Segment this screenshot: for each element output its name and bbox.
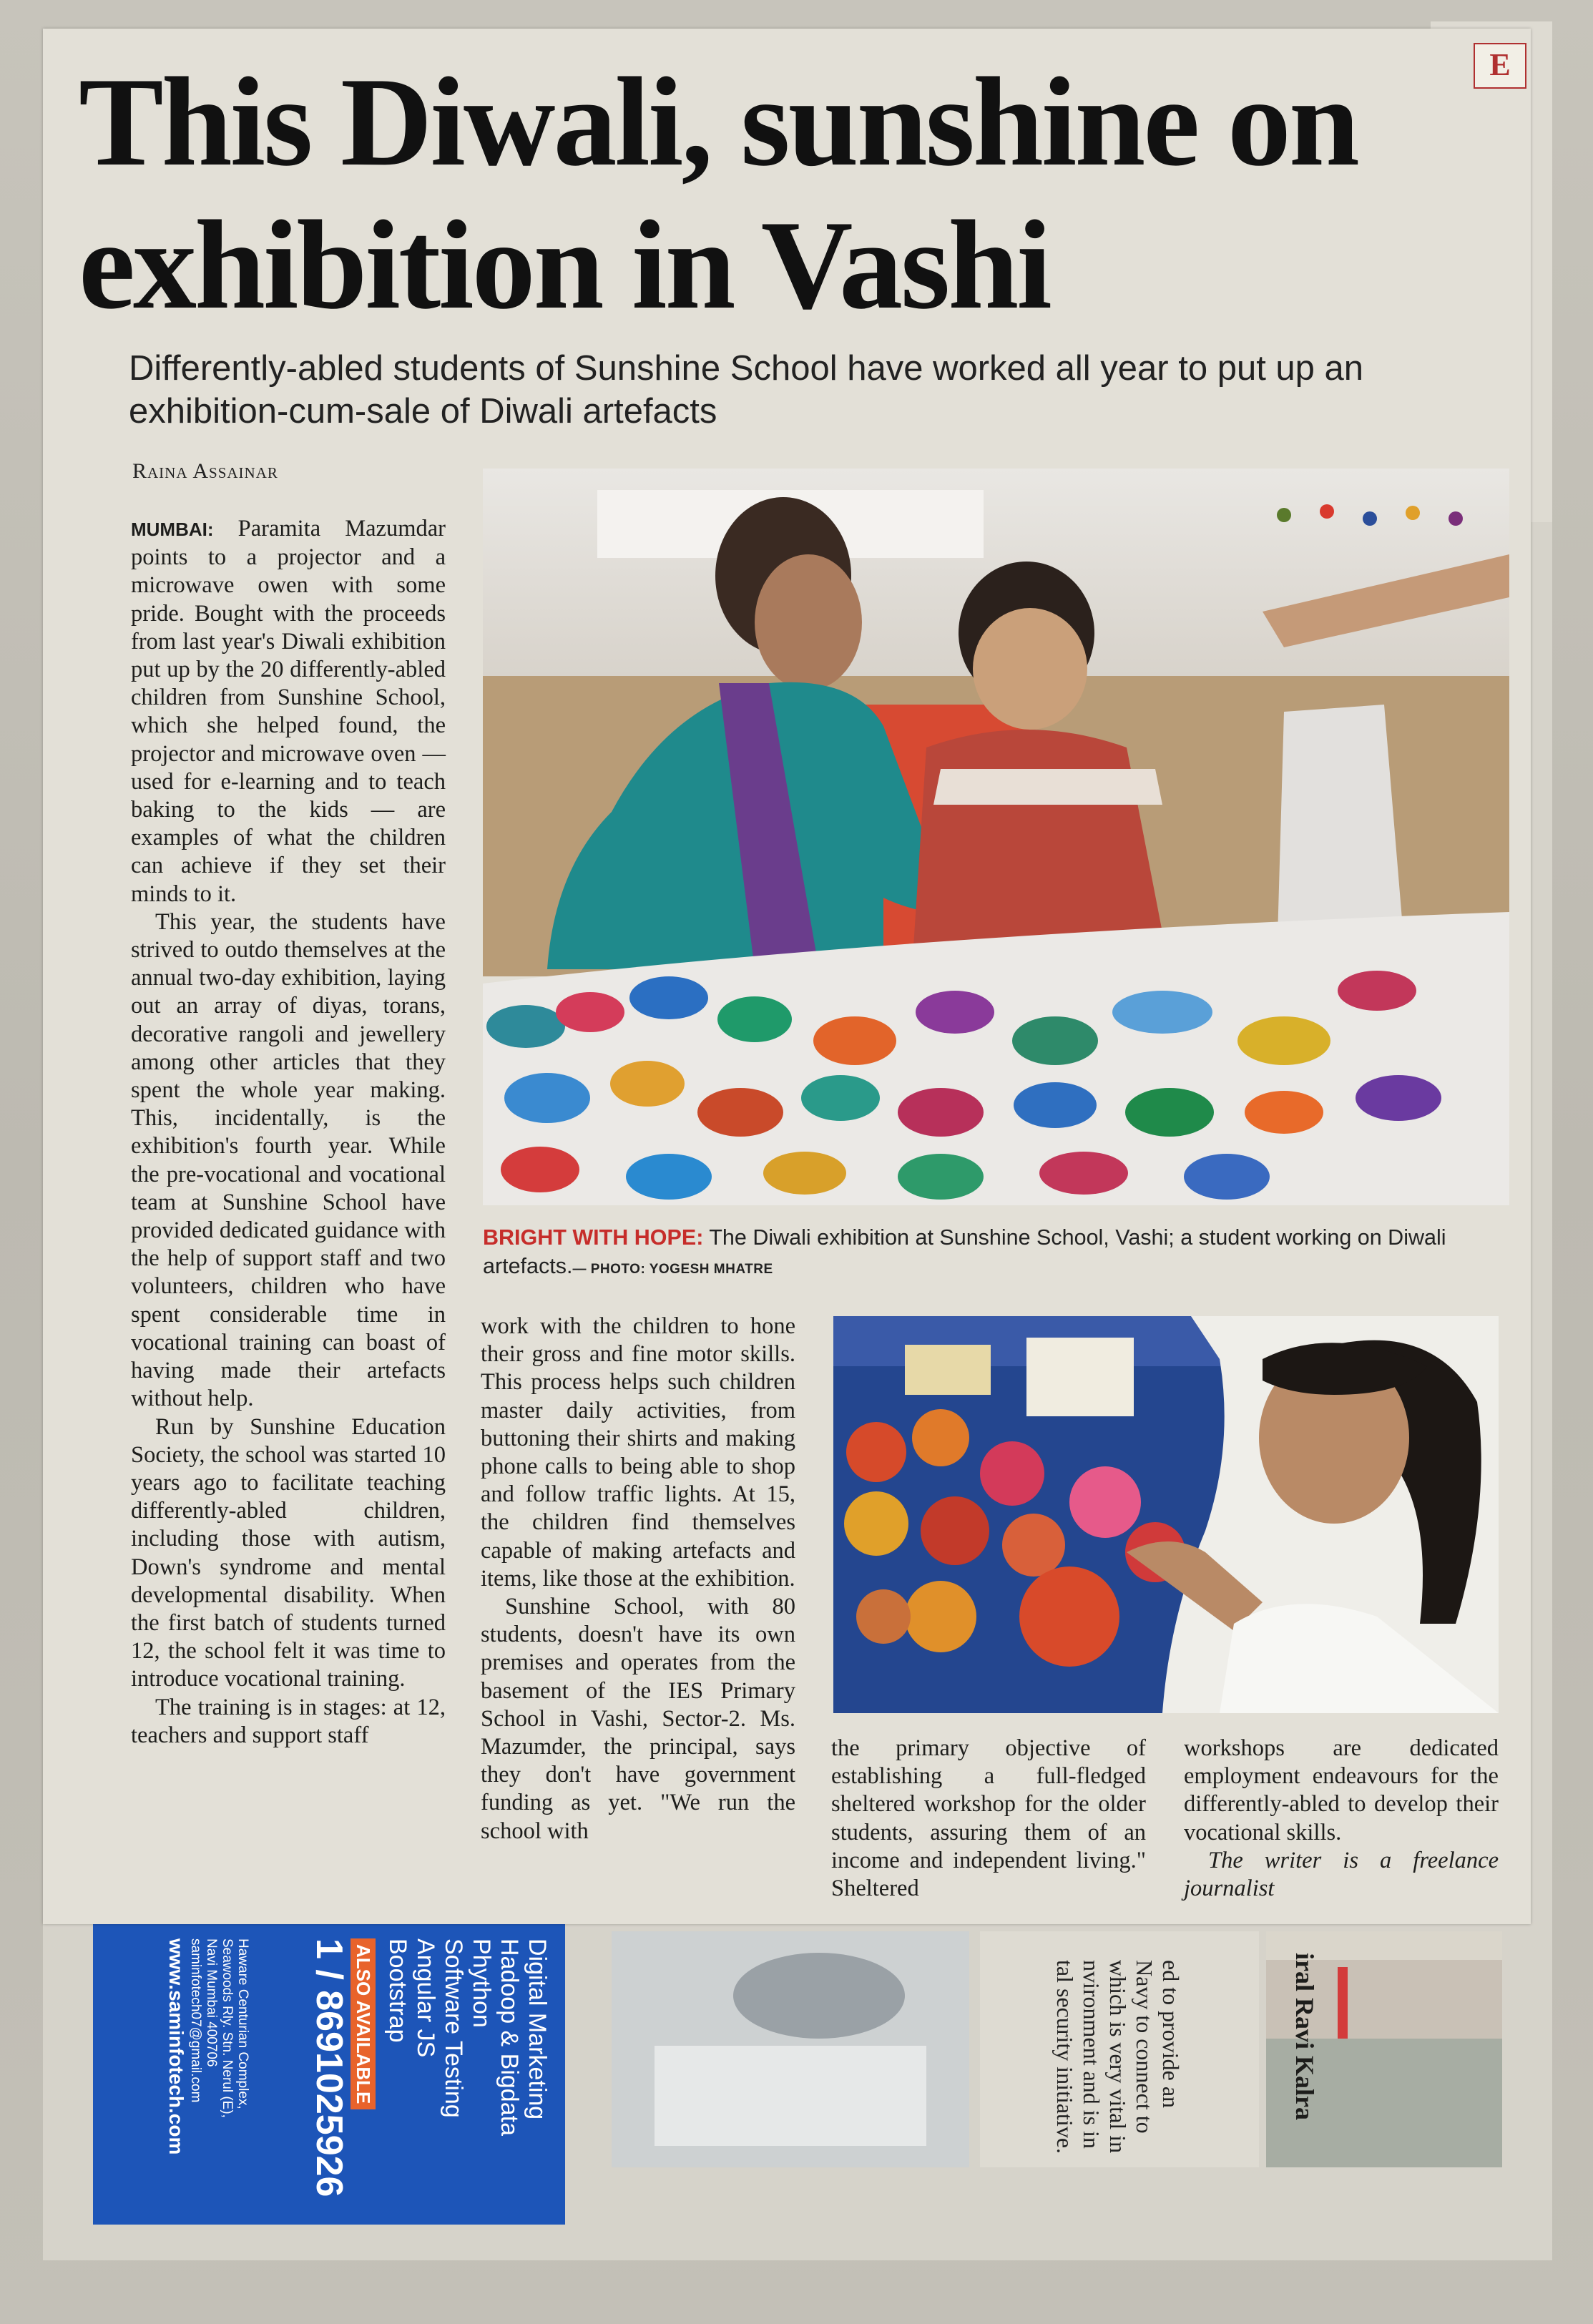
article-deck: Differently-abled students of Sunshine School have worked all year to put up an exhibition-cum-sale of Diwali artefacts [129, 349, 1364, 431]
ad-address [165, 1938, 250, 2154]
fragment-line: Navy to connect to [1132, 1960, 1157, 2134]
exhibition-photo [483, 469, 1509, 1205]
photo-credit: — PHOTO: YOGESH MHATRE [572, 1262, 773, 1277]
ad-website: www.saminfotech.com [165, 1938, 187, 2155]
article-column-3 [831, 1735, 1146, 1903]
paragraph: This year, the students have strived to outdo themselves at the annual two-day exhibition, laying out an array of diyas, torans, decorative rangoli and jewellery among other articles that they spent the whole year making. This, incidentally, is the exhibition's fourth year. While the pre-vocational and vocational team at Sunshine School have provided dedicated guidance with the help of support staff and two volunteers, children who have spent considerable time in vocational training can boast of having made their artefacts without help. [131, 908, 446, 1412]
paragraph: Run by Sunshine Education Society, the school was started 10 years ago to facilitate teaching differently-abled children, including those with autism, Down's syndrome and mental developmental disability. When the first batch of students turned 12, the school felt it was time to introduce vocational training. [131, 1413, 446, 1692]
byline: Raina Assainar [132, 459, 278, 483]
fragment-line: tal security initiative. [1052, 1960, 1078, 2154]
paragraph: Sunshine School, with 80 students, doesn't have its own premises and operates from the basement of the IES Primary School in Vashi, Sector-2. Ms. Mazumder, the principal, says they don't have government funding as yet. "We run the school with [481, 1594, 795, 1844]
article-column-1 [131, 515, 446, 1750]
caption-kicker: BRIGHT WITH HOPE: [483, 1225, 704, 1250]
paragraph [131, 515, 446, 908]
masthead-corner: E [1474, 43, 1526, 89]
advertisement [93, 1924, 565, 2225]
photo-caption [483, 1223, 1506, 1284]
ad-email: saminfotech07@gmail.com [188, 1938, 203, 2103]
headline-line-1: This Diwali, sunshine on [79, 51, 1358, 192]
paragraph: the primary objective of establishing a full-fledged sheltered workshop for the older students, assuring them of an income and independent living." Sheltered [831, 1735, 1146, 1902]
main-photo [483, 469, 1509, 1205]
paragraph-text: Paramita Mazumdar points to a projector and a microwave owen with some pride. Bought with the proceeds from last year's Diwali exhibition put up by the 20 differently-abled children from Sunshine School, which she helped found, the projector and microwave oven — used for e-learning and to teach baking to the kids — are examples of what the children can achieve if they set their minds to it. [131, 516, 446, 907]
news-fragment [980, 1931, 1259, 2167]
caption-text: The Diwali exhibition at Sunshine School, Vashi; a student working on Diwali artefacts. [483, 1225, 1446, 1278]
article-column-4 [1184, 1735, 1499, 1903]
fragment-line: ed to provide an [1158, 1960, 1184, 2109]
ad-address-line: Haware Centurian Complex, [235, 1938, 250, 2109]
headline-line-2: exhibition in Vashi [79, 194, 1050, 335]
ad-photo-fragment [612, 1931, 969, 2167]
secondary-photo [833, 1316, 1499, 1713]
article-column-2 [481, 1313, 795, 1845]
ad-items [383, 1938, 551, 2136]
ad-contact [308, 1938, 376, 2197]
writer-note: The writer is a freelance journalist [1184, 1847, 1499, 1902]
ad-also-available: ALSO AVAILABLE [351, 1938, 376, 2109]
dateline: MUMBAI: [131, 519, 214, 540]
paragraph: workshops are dedicated employment endeavours for the differently-abled to develop their vocational skills. [1184, 1735, 1499, 1845]
student-working-photo [833, 1316, 1499, 1713]
fragment-line: nvironment and is in [1079, 1960, 1104, 2149]
fragment-name: iral Ravi Kalra [1290, 1953, 1319, 2120]
ad-photo [612, 1931, 969, 2167]
ad-address-line: Navi Mumbai 400706 [204, 1938, 219, 2067]
paragraph: work with the children to hone their gross and fine motor skills. This process helps such children master daily activities, from buttoning their shirts and making phone calls to being able to shop and follow traffic lights. At 15, the children find themselves capable of making artefacts and items, like those at the exhibition. [481, 1313, 795, 1592]
ad-item: Angular JS [412, 1938, 439, 2058]
paragraph: The training is in stages: at 12, teachers and support staff [131, 1694, 446, 1748]
fragment-column [1052, 1960, 1184, 2154]
ad-address-line: Seawoods Rly. Stn. Nerul (E), [220, 1938, 235, 2118]
fragment-line: which is very vital in [1105, 1960, 1131, 2154]
ad-item: Software Testing [440, 1938, 467, 2118]
ad-item: Digital Marketing [524, 1938, 551, 2120]
news-photo-fragment [1266, 1931, 1502, 2167]
ad-item: Bootstrap [384, 1938, 411, 2043]
article-headline [79, 50, 1395, 336]
ad-item: Phython [468, 1938, 495, 2028]
ad-item: Hadoop & Bigdata [496, 1938, 523, 2136]
ad-phone: 1 / 8691025926 [308, 1938, 350, 2197]
